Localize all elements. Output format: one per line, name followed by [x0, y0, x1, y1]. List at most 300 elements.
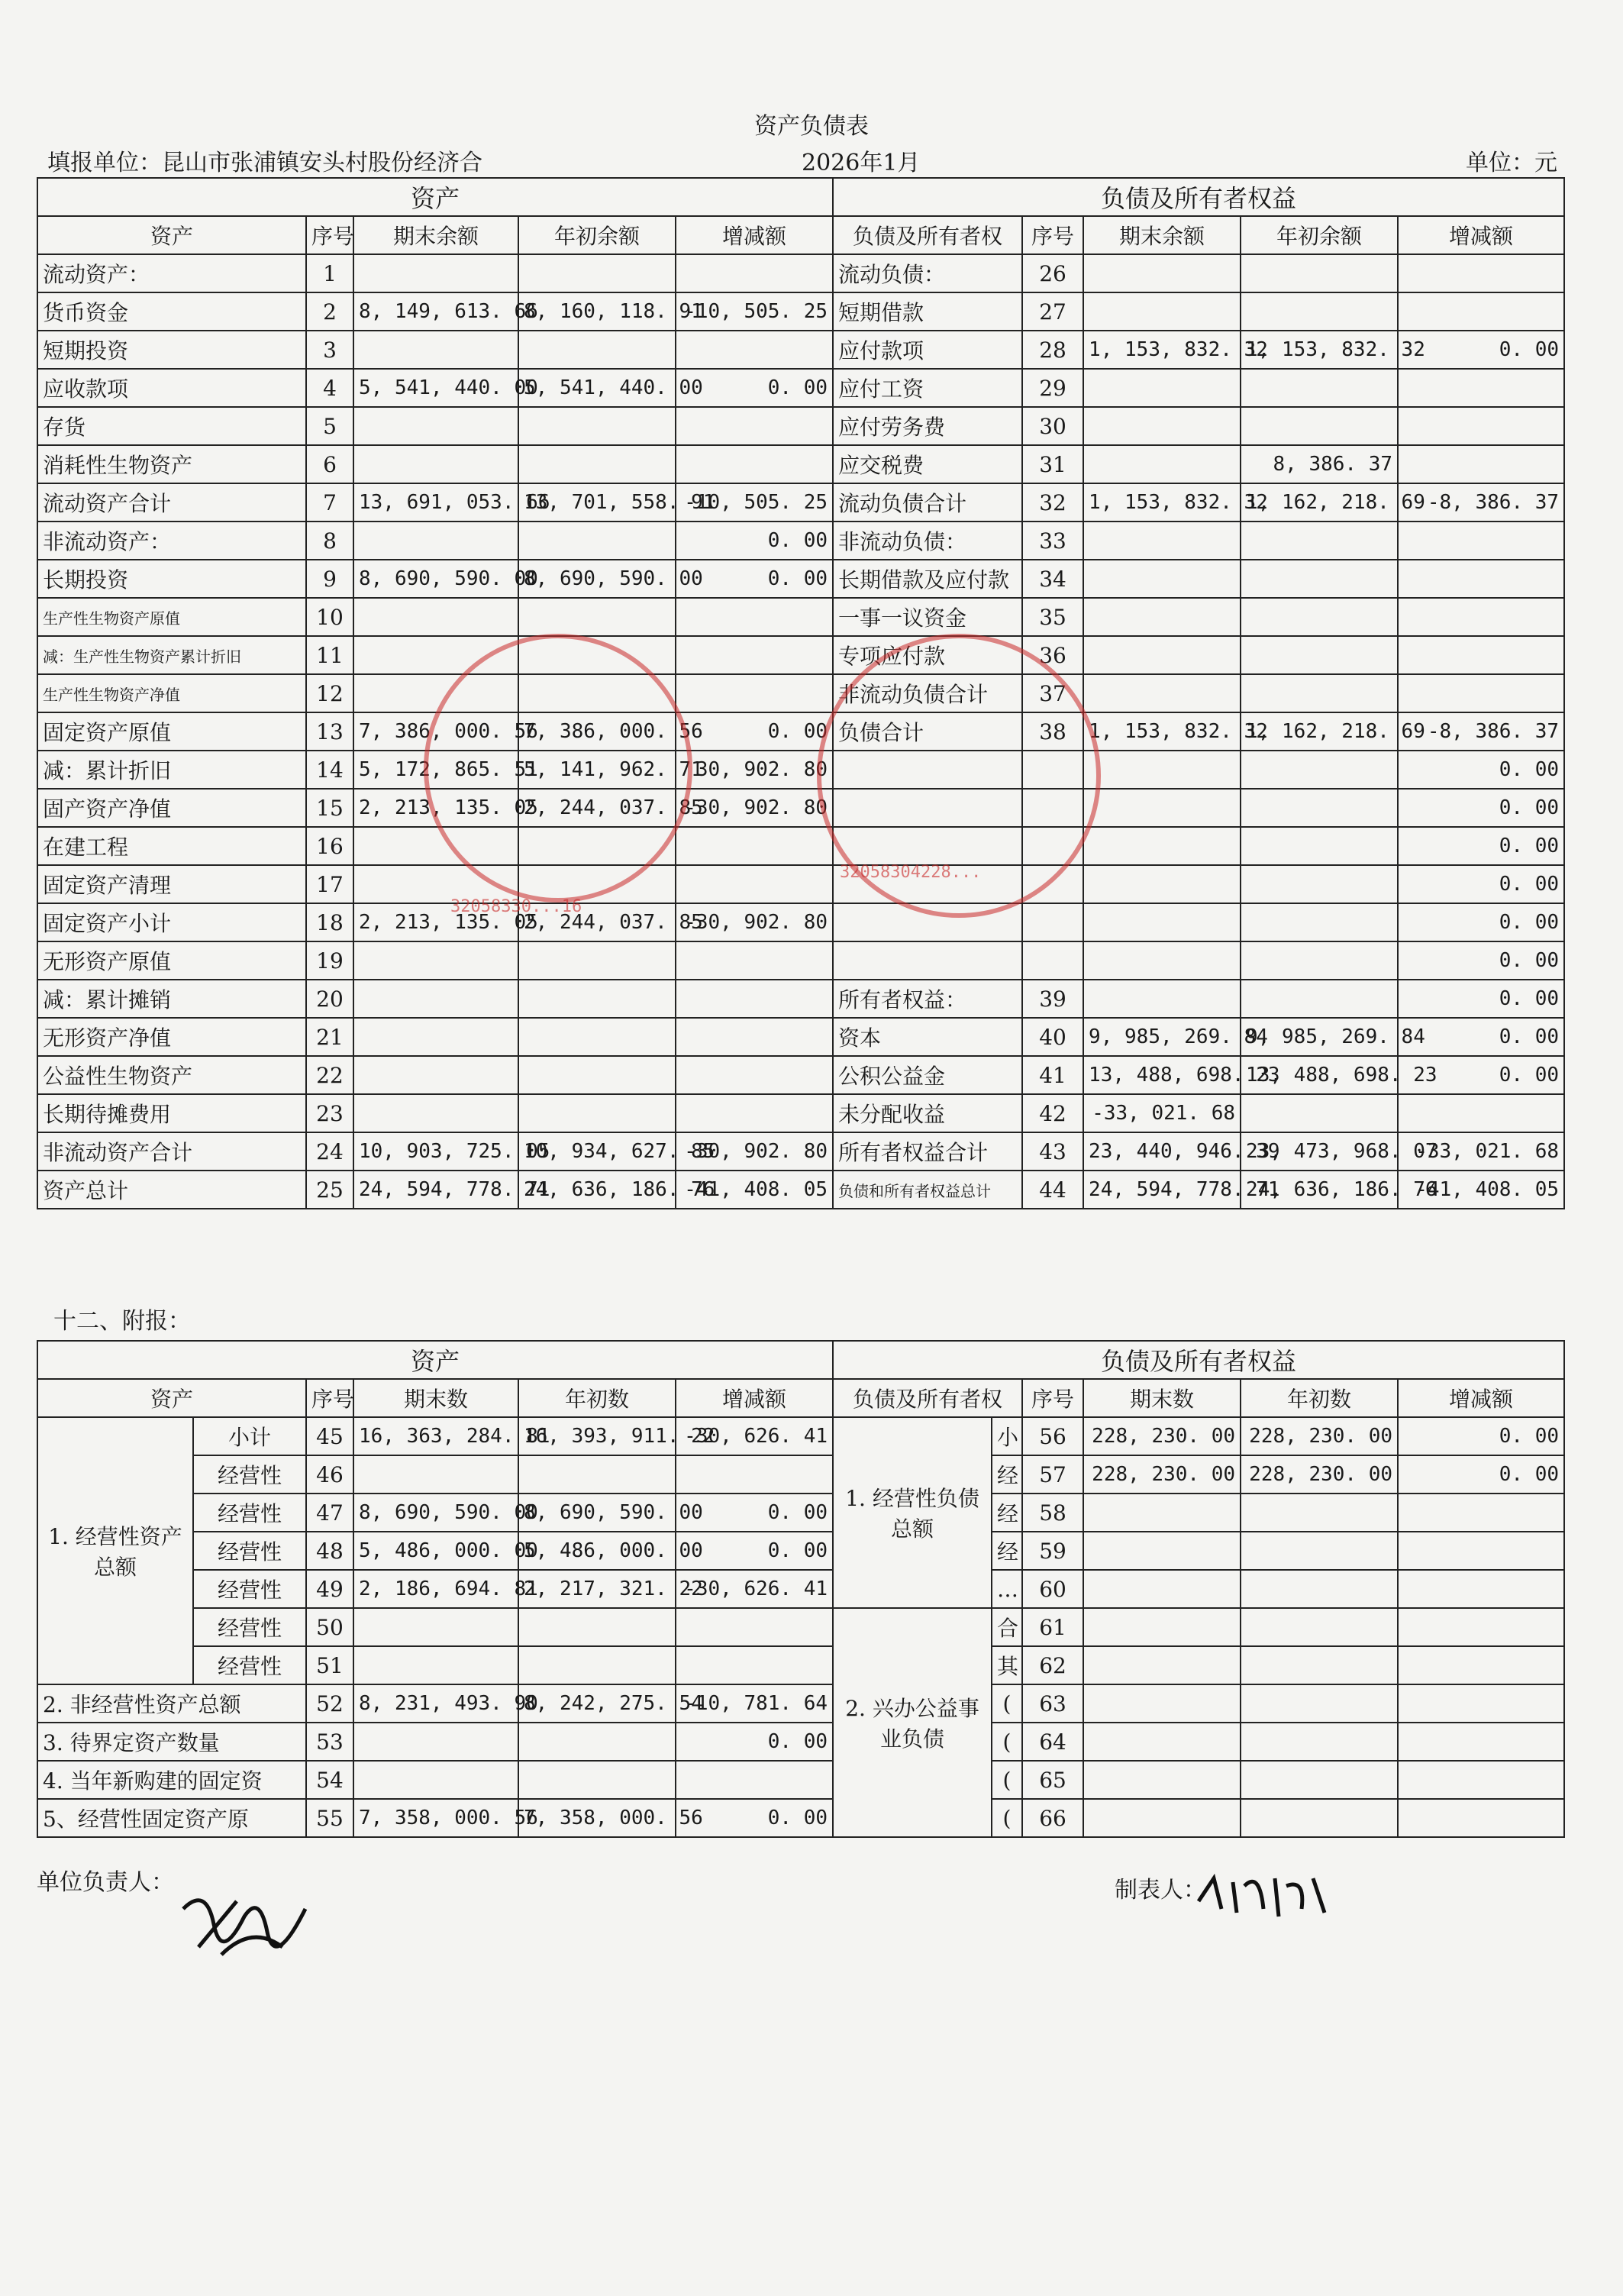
table-cell: 16, 363, 284. 81 [353, 1417, 518, 1455]
liability-group-label: 1. 经营性负债总额 [833, 1417, 992, 1608]
table-cell: 62 [1022, 1646, 1083, 1684]
table-cell: 0. 00 [1398, 1056, 1564, 1094]
seal-code-left: 32058330...16 [450, 897, 582, 916]
table-cell: 24, 594, 778. 71 [353, 1171, 518, 1209]
table-cell: 12 [306, 674, 353, 712]
table-cell [1083, 369, 1241, 407]
column-header: 负债及所有者权 [833, 1379, 1022, 1417]
table-cell: 10 [306, 598, 353, 636]
table-cell: 一事一议资金 [833, 598, 1022, 636]
column-header: 期末余额 [353, 216, 518, 254]
table-cell [1398, 445, 1564, 483]
table-cell [1083, 1684, 1241, 1723]
table-cell: -10, 781. 64 [676, 1684, 833, 1723]
table-cell: 7, 386, 000. 56 [353, 712, 518, 751]
table-cell: 8, 160, 118. 91 [518, 292, 676, 331]
column-header: 期末数 [353, 1379, 518, 1417]
table-cell: 9 [306, 560, 353, 598]
table-cell: 固定资产清理 [37, 865, 306, 903]
table-cell: 0. 00 [1398, 1018, 1564, 1056]
table-row [37, 331, 1564, 369]
table-cell [353, 522, 518, 560]
table-cell [518, 1608, 676, 1646]
table-cell: 21 [306, 1018, 353, 1056]
table-cell [518, 1056, 676, 1094]
table-cell: 非流动资产合计 [37, 1132, 306, 1171]
table-cell [518, 254, 676, 292]
table-row [37, 254, 1564, 292]
table-cell: 5, 541, 440. 00 [353, 369, 518, 407]
table-cell: 56 [1022, 1417, 1083, 1455]
table-cell: 0. 00 [1398, 827, 1564, 865]
table-cell: 11 [306, 636, 353, 674]
table-cell [353, 598, 518, 636]
table-cell: -8, 386. 37 [1398, 712, 1564, 751]
table-cell: 其 [992, 1646, 1022, 1684]
table-cell [1241, 751, 1398, 789]
table-cell: 7 [306, 483, 353, 522]
table-cell: 24, 636, 186. 76 [1241, 1171, 1398, 1209]
table-cell: 经 [992, 1455, 1022, 1494]
table-cell: 无形资产原值 [37, 941, 306, 980]
table-cell: -41, 408. 05 [1398, 1171, 1564, 1209]
table-cell: ( [992, 1723, 1022, 1761]
section-header-row [37, 178, 1564, 216]
table-cell [676, 1761, 833, 1799]
table-cell: 35 [1022, 598, 1083, 636]
table-cell [1241, 865, 1398, 903]
table-cell [676, 980, 833, 1018]
table-cell [1083, 598, 1241, 636]
table-cell [676, 1455, 833, 1494]
table-cell: 8, 690, 590. 00 [518, 560, 676, 598]
table-cell: 36 [1022, 636, 1083, 674]
table-row [37, 941, 1564, 980]
table-cell [1398, 1608, 1564, 1646]
table-cell [353, 331, 518, 369]
table-cell: … [992, 1570, 1022, 1608]
table-cell: 固产资产净值 [37, 789, 306, 827]
table-cell: 0. 00 [1398, 1455, 1564, 1494]
table-cell: 0. 00 [676, 522, 833, 560]
table-cell [518, 1018, 676, 1056]
table-cell [676, 636, 833, 674]
table-cell [1241, 1494, 1398, 1532]
table-cell: 53 [306, 1723, 353, 1761]
table-cell: 1, 153, 832. 32 [1083, 712, 1241, 751]
table-cell [518, 1723, 676, 1761]
column-header: 年初余额 [1241, 216, 1398, 254]
column-header: 增减额 [676, 216, 833, 254]
table-cell: -33, 021. 68 [1083, 1094, 1241, 1132]
table-cell [1083, 254, 1241, 292]
column-header: 资产 [37, 1379, 306, 1417]
table-cell [1241, 292, 1398, 331]
table-cell [1083, 1799, 1241, 1837]
column-header: 年初数 [1241, 1379, 1398, 1417]
table-cell [1083, 445, 1241, 483]
table-row [37, 522, 1564, 560]
table-cell [1241, 827, 1398, 865]
column-header: 序号 [306, 216, 353, 254]
table-cell [353, 1094, 518, 1132]
table-cell: 应付劳务费 [833, 407, 1022, 445]
table-cell [1398, 1646, 1564, 1684]
table-cell [676, 407, 833, 445]
table-cell: 24, 594, 778. 71 [1083, 1171, 1241, 1209]
annex-row [37, 1799, 1564, 1837]
column-header: 增减额 [1398, 216, 1564, 254]
table-cell: 流动负债： [833, 254, 1022, 292]
table-cell [1398, 598, 1564, 636]
table-cell [1398, 1494, 1564, 1532]
table-cell: 13, 701, 558. 91 [518, 483, 676, 522]
table-cell: 24 [306, 1132, 353, 1171]
table-cell: 经营性 [193, 1608, 306, 1646]
table-cell: 19 [306, 941, 353, 980]
table-cell [1241, 1799, 1398, 1837]
table-cell: 1 [306, 254, 353, 292]
table-cell: 59 [1022, 1532, 1083, 1570]
table-cell: 13, 488, 698. 23 [1241, 1056, 1398, 1094]
table-cell: 1, 162, 218. 69 [1241, 483, 1398, 522]
table-cell: 0. 00 [1398, 751, 1564, 789]
page-title: 资产负债表 [754, 113, 869, 140]
preparer-signature [1191, 1863, 1344, 1924]
table-row [37, 636, 1564, 674]
table-cell [1083, 1608, 1241, 1646]
table-cell [1398, 1094, 1564, 1132]
table-row [37, 292, 1564, 331]
table-cell: 17 [306, 865, 353, 903]
table-row [37, 903, 1564, 941]
table-cell: 43 [1022, 1132, 1083, 1171]
table-cell: ( [992, 1684, 1022, 1723]
table-cell [1241, 674, 1398, 712]
table-cell [353, 445, 518, 483]
table-cell [1398, 1570, 1564, 1608]
table-cell: 28 [1022, 331, 1083, 369]
table-cell [353, 980, 518, 1018]
table-cell: 0. 00 [1398, 865, 1564, 903]
table-cell: 负债和所有者权益总计 [833, 1171, 1022, 1209]
table-cell: 经 [992, 1532, 1022, 1570]
table-cell [1241, 789, 1398, 827]
table-cell: 5, 172, 865. 51 [353, 751, 518, 789]
annex-row [37, 1684, 1564, 1723]
table-cell: 非流动负债： [833, 522, 1022, 560]
table-cell: 3 [306, 331, 353, 369]
table-cell [518, 331, 676, 369]
table-cell: 5, 486, 000. 00 [518, 1532, 676, 1570]
table-cell [518, 522, 676, 560]
right-section-header: 负债及所有者权益 [833, 178, 1564, 216]
table-cell: 24, 636, 186. 76 [518, 1171, 676, 1209]
table-cell [1083, 292, 1241, 331]
table-row [37, 751, 1564, 789]
table-cell [353, 1723, 518, 1761]
table-cell [676, 1608, 833, 1646]
table-cell: 60 [1022, 1570, 1083, 1608]
table-cell: 51 [306, 1646, 353, 1684]
table-cell [518, 1094, 676, 1132]
table-cell: 2, 244, 037. 85 [518, 903, 676, 941]
table-cell [1398, 636, 1564, 674]
table-cell: -30, 902. 80 [676, 903, 833, 941]
table-cell: 2, 186, 694. 81 [353, 1570, 518, 1608]
column-header: 序号 [306, 1379, 353, 1417]
table-cell: 长期待摊费用 [37, 1094, 306, 1132]
table-cell [518, 980, 676, 1018]
table-cell: 15 [306, 789, 353, 827]
table-cell [1241, 560, 1398, 598]
table-cell [676, 1056, 833, 1094]
table-cell: 应付款项 [833, 331, 1022, 369]
annex-section-header-row [37, 1341, 1564, 1379]
table-row [37, 827, 1564, 865]
table-cell: 47 [306, 1494, 353, 1532]
table-cell: 8 [306, 522, 353, 560]
table-cell [676, 674, 833, 712]
table-cell [353, 1761, 518, 1799]
table-cell: 0. 00 [676, 1494, 833, 1532]
table-cell: ( [992, 1761, 1022, 1799]
reporting-unit: 填报单位：昆山市张浦镇安头村股份经济合 [47, 150, 482, 176]
asset-row-label: 2. 非经营性资产总额 [37, 1684, 306, 1723]
table-cell: 短期借款 [833, 292, 1022, 331]
asset-row-label: 4. 当年新购建的固定资 [37, 1761, 306, 1799]
table-row [37, 980, 1564, 1018]
table-cell: 5, 141, 962. 71 [518, 751, 676, 789]
table-cell: 0. 00 [1398, 789, 1564, 827]
table-cell [833, 941, 1022, 980]
table-cell: 48 [306, 1532, 353, 1570]
table-cell: 41 [1022, 1056, 1083, 1094]
table-cell [1241, 980, 1398, 1018]
table-cell: 经 [992, 1494, 1022, 1532]
annex-left-header: 资产 [37, 1341, 833, 1379]
table-cell [676, 598, 833, 636]
table-cell: 7, 358, 000. 56 [518, 1799, 676, 1837]
table-row [37, 1018, 1564, 1056]
table-cell: 23, 440, 946. 39 [1083, 1132, 1241, 1171]
table-cell: 8, 690, 590. 00 [353, 1494, 518, 1532]
column-header: 序号 [1022, 216, 1083, 254]
table-cell: 流动负债合计 [833, 483, 1022, 522]
table-cell [353, 1608, 518, 1646]
annex-row [37, 1570, 1564, 1608]
table-cell: 46 [306, 1455, 353, 1494]
table-cell: 2 [306, 292, 353, 331]
annex-row [37, 1532, 1564, 1570]
table-cell [676, 331, 833, 369]
table-cell [676, 445, 833, 483]
table-cell: 0. 00 [1398, 941, 1564, 980]
table-cell: 负债合计 [833, 712, 1022, 751]
table-cell: 货币资金 [37, 292, 306, 331]
table-cell: 5, 541, 440. 00 [518, 369, 676, 407]
annex-row [37, 1494, 1564, 1532]
table-cell: 经营性 [193, 1646, 306, 1684]
table-cell: 1, 153, 832. 32 [1083, 483, 1241, 522]
table-cell [1083, 674, 1241, 712]
table-cell: 52 [306, 1684, 353, 1723]
table-cell [518, 1646, 676, 1684]
table-cell [1241, 636, 1398, 674]
table-cell: 8, 149, 613. 66 [353, 292, 518, 331]
table-cell: 4 [306, 369, 353, 407]
table-row [37, 407, 1564, 445]
table-cell [353, 1018, 518, 1056]
table-cell: 22 [306, 1056, 353, 1094]
table-cell: 34 [1022, 560, 1083, 598]
table-cell: 66 [1022, 1799, 1083, 1837]
table-cell: ( [992, 1799, 1022, 1837]
table-cell: 固定资产原值 [37, 712, 306, 751]
annex-label: 十二、附报： [53, 1308, 191, 1335]
table-row [37, 483, 1564, 522]
table-cell: -30, 626. 41 [676, 1570, 833, 1608]
table-cell [1083, 522, 1241, 560]
table-cell: 44 [1022, 1171, 1083, 1209]
annex-row [37, 1761, 1564, 1799]
table-cell: 减：累计摊销 [37, 980, 306, 1018]
table-cell: 54 [306, 1761, 353, 1799]
table-cell: 16, 393, 911. 22 [518, 1417, 676, 1455]
table-cell: 无形资产净值 [37, 1018, 306, 1056]
table-cell: -10, 505. 25 [676, 292, 833, 331]
table-cell [1398, 369, 1564, 407]
table-row [37, 865, 1564, 903]
table-cell: 38 [1022, 712, 1083, 751]
table-cell: 57 [1022, 1455, 1083, 1494]
annex-row [37, 1723, 1564, 1761]
table-cell [518, 1455, 676, 1494]
table-cell: 9, 985, 269. 84 [1083, 1018, 1241, 1056]
table-cell: 27 [1022, 292, 1083, 331]
table-cell: 33 [1022, 522, 1083, 560]
table-row [37, 1132, 1564, 1171]
table-cell [1083, 1646, 1241, 1684]
table-cell: 10, 903, 725. 05 [353, 1132, 518, 1171]
table-row [37, 1056, 1564, 1094]
column-header: 年初数 [518, 1379, 676, 1417]
table-cell: 30, 902. 80 [676, 751, 833, 789]
table-cell [1083, 1494, 1241, 1532]
table-cell: 7, 358, 000. 56 [353, 1799, 518, 1837]
annex-row [37, 1455, 1564, 1494]
table-cell: 61 [1022, 1608, 1083, 1646]
column-header-row [37, 216, 1564, 254]
table-cell: 20 [306, 980, 353, 1018]
table-cell: -8, 386. 37 [1398, 483, 1564, 522]
table-cell: 0. 00 [676, 1799, 833, 1837]
table-cell: 30 [1022, 407, 1083, 445]
table-cell: 50 [306, 1608, 353, 1646]
table-cell: -41, 408. 05 [676, 1171, 833, 1209]
red-seal-left [424, 634, 692, 903]
table-cell [1398, 407, 1564, 445]
table-cell [1398, 522, 1564, 560]
table-cell: 应收款项 [37, 369, 306, 407]
table-row [37, 1171, 1564, 1209]
table-cell: 228, 230. 00 [1083, 1417, 1241, 1455]
table-row [37, 369, 1564, 407]
table-cell: 专项应付款 [833, 636, 1022, 674]
table-cell [1083, 941, 1241, 980]
table-cell: 公积公益金 [833, 1056, 1022, 1094]
table-cell [1398, 1684, 1564, 1723]
main-balance-table [37, 177, 1565, 1209]
table-cell: 0. 00 [1398, 331, 1564, 369]
currency-unit: 单位：元 [1466, 150, 1557, 176]
table-cell [1083, 827, 1241, 865]
table-row [37, 598, 1564, 636]
table-cell: 0. 00 [676, 1723, 833, 1761]
table-row [37, 560, 1564, 598]
table-cell [1398, 1761, 1564, 1799]
table-cell: 生产性生物资产原值 [37, 598, 306, 636]
responsible-signature [176, 1878, 313, 1970]
table-cell: 1, 153, 832. 32 [1241, 331, 1398, 369]
table-cell [1083, 1723, 1241, 1761]
column-header: 资产 [37, 216, 306, 254]
table-cell: 228, 230. 00 [1083, 1455, 1241, 1494]
liability-group-label: 2. 兴办公益事业负债 [833, 1608, 992, 1837]
table-cell [1398, 292, 1564, 331]
report-period: 2026年1月 [802, 150, 921, 176]
table-cell: 资本 [833, 1018, 1022, 1056]
table-cell [1241, 1094, 1398, 1132]
asset-group-label: 1. 经营性资产总额 [37, 1417, 193, 1684]
table-cell [676, 827, 833, 865]
annex-right-header: 负债及所有者权益 [833, 1341, 1564, 1379]
table-cell [1022, 941, 1083, 980]
table-cell: -30, 626. 41 [676, 1417, 833, 1455]
table-cell: 5 [306, 407, 353, 445]
table-cell [518, 407, 676, 445]
table-cell [1241, 522, 1398, 560]
table-cell [353, 941, 518, 980]
table-cell: 5, 486, 000. 00 [353, 1532, 518, 1570]
table-cell: 0. 00 [676, 1532, 833, 1570]
table-cell [1398, 560, 1564, 598]
table-cell [1241, 369, 1398, 407]
table-cell: 23 [306, 1094, 353, 1132]
preparer-label: 制表人： [1115, 1877, 1206, 1904]
table-cell [518, 598, 676, 636]
table-cell [1241, 941, 1398, 980]
table-cell: 8, 231, 493. 90 [353, 1684, 518, 1723]
table-cell: 1, 153, 832. 32 [1083, 331, 1241, 369]
table-cell [676, 254, 833, 292]
table-cell: 13, 691, 053. 66 [353, 483, 518, 522]
table-cell: 37 [1022, 674, 1083, 712]
table-cell: 合 [992, 1608, 1022, 1646]
table-cell: 长期借款及应付款 [833, 560, 1022, 598]
table-cell: 31 [1022, 445, 1083, 483]
column-header: 负债及所有者权 [833, 216, 1022, 254]
table-cell: 39 [1022, 980, 1083, 1018]
table-cell: 减：生产性生物资产累计折旧 [37, 636, 306, 674]
table-cell: 29 [1022, 369, 1083, 407]
column-header: 序号 [1022, 1379, 1083, 1417]
table-cell: 2, 213, 135. 05 [353, 789, 518, 827]
table-row [37, 674, 1564, 712]
table-cell: 49 [306, 1570, 353, 1608]
table-row [37, 445, 1564, 483]
table-cell: 6 [306, 445, 353, 483]
